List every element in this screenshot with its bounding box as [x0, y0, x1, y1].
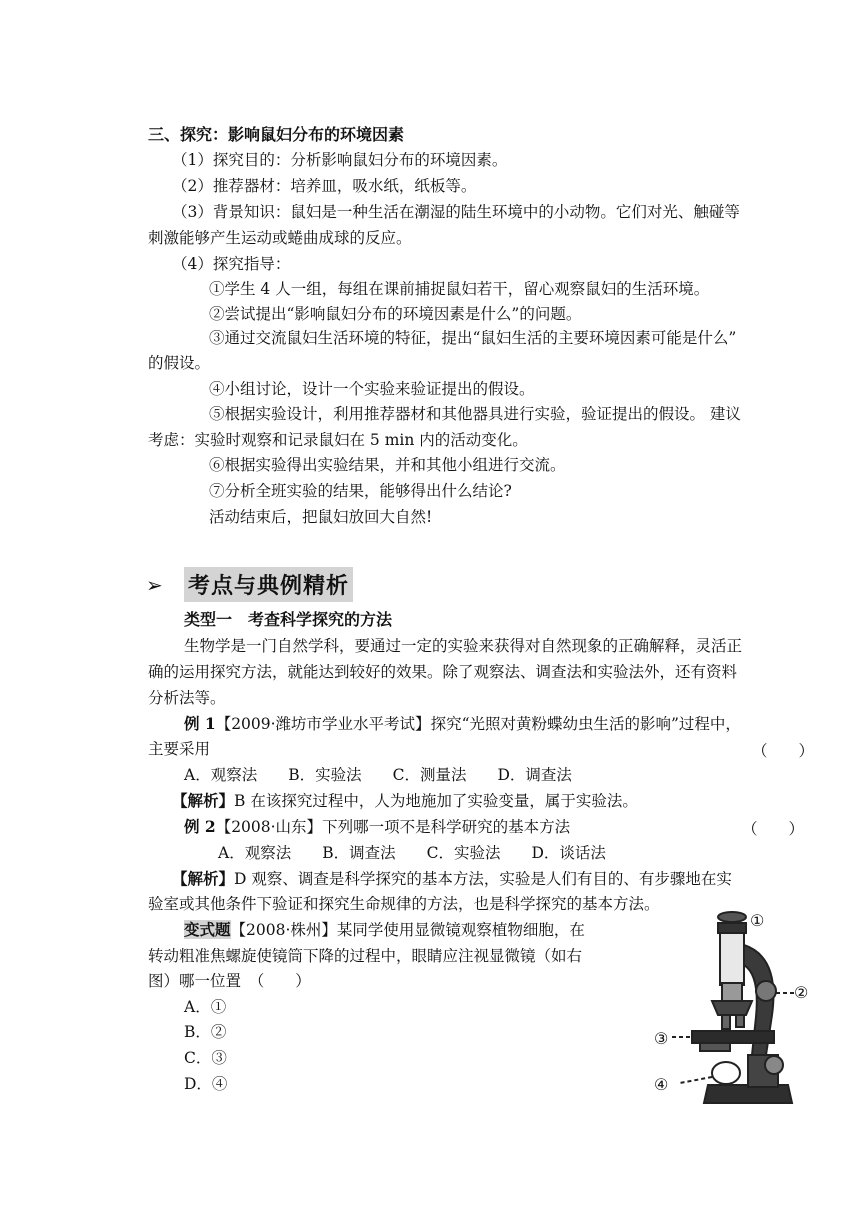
list-item: ⑦分析全班实验的结果，能够得出什么结论? — [209, 482, 512, 500]
variant-label: 变式题 — [184, 920, 231, 939]
options: A．观察法 B．调查法 C．实验法 D．谈话法 — [218, 844, 606, 862]
answer-blank: （ ） — [742, 820, 805, 838]
paragraph: 确的运用探究方法，就能达到较好的效果。除了观察法、调查法和实验法外，还有资料 — [148, 663, 738, 681]
answer-blank: （ ） — [752, 742, 815, 760]
list-item: 的假设。 — [148, 354, 211, 372]
analysis-text: 验室或其他条件下验证和探究生命规律的方法，也是科学探究的基本方法。 — [148, 895, 660, 913]
variant-text: 图）哪一位置 （ ） — [148, 972, 311, 990]
option-b: B．② — [184, 1023, 227, 1041]
example-label: 例 1 — [184, 714, 216, 733]
example-text: 探究“光照对黄粉蝶幼虫生活的影响”过程中， — [430, 715, 741, 733]
variant-text: 某同学使用显微镜观察植物细胞，在 — [336, 921, 585, 939]
analysis — [172, 791, 638, 811]
section-heading — [146, 567, 353, 602]
paragraph: 生物学是一门自然学科，要通过一定的实验来获得对自然现象的正确解释，灵活正 — [184, 637, 743, 655]
marker-4: ④ — [654, 1075, 669, 1094]
marker-3: ③ — [654, 1029, 669, 1048]
microscope-drawing — [648, 905, 818, 1110]
marker-1: ① — [750, 911, 765, 930]
list-item: ①学生 4 人一组，每组在课前捕捉鼠妇若干，留心观察鼠妇的生活环境。 — [209, 280, 710, 298]
analysis-text: B 在该探究过程中，人为地施加了实验变量，属于实验法。 — [234, 792, 638, 810]
option-d: D．④ — [184, 1075, 228, 1093]
option-c: C．③ — [184, 1049, 227, 1067]
variant-text: 转动粗准焦螺旋使镜筒下降的过程中，眼睛应注视显微镜（如右 — [148, 947, 583, 965]
variant-question — [184, 920, 585, 940]
analysis-text: D 观察、调查是科学探究的基本方法，实验是人们有目的、有步骤地在实 — [234, 870, 732, 888]
paragraph: （4）探究指导： — [172, 255, 291, 273]
paragraph: 刺激能够产生运动或蜷曲成球的反应。 — [148, 229, 412, 247]
variant-source: 【2008·株州】 — [230, 921, 337, 939]
list-item: ④小组讨论，设计一个实验来验证提出的假设。 — [209, 380, 535, 398]
example-source: 【2008·山东】 — [215, 818, 323, 836]
paragraph: （1）探究目的：分析影响鼠妇分布的环境因素。 — [172, 151, 508, 169]
type-title: 类型一 考查科学探究的方法 — [184, 610, 393, 629]
analysis — [172, 869, 732, 889]
section-title: 三、探究：影响鼠妇分布的环境因素 — [148, 125, 405, 144]
microscope-figure — [648, 905, 818, 1110]
marker-2: ② — [794, 983, 809, 1002]
example-text: 下列哪一项不是科学研究的基本方法 — [322, 818, 571, 836]
option-a: A．① — [184, 998, 227, 1016]
example-label: 例 2 — [184, 817, 216, 836]
list-item: 活动结束后，把鼠妇放回大自然! — [209, 508, 433, 526]
analysis-label: 【解析】 — [172, 791, 235, 810]
example-text: 主要采用 — [148, 740, 211, 758]
list-item: 考虑：实验时观察和记录鼠妇在 5 min 内的活动变化。 — [148, 431, 528, 449]
paragraph: （3）背景知识：鼠妇是一种生活在潮湿的陆生环境中的小动物。它们对光、触碰等 — [172, 203, 740, 221]
analysis-label: 【解析】 — [172, 869, 235, 888]
paragraph: （2）推荐器材：培养皿，吸水纸，纸板等。 — [172, 177, 477, 195]
example-1-question — [184, 714, 741, 734]
arrow-bullet-icon: ➢ — [146, 572, 163, 597]
list-item: ⑥根据实验得出实验结果，并和其他小组进行交流。 — [209, 456, 566, 474]
list-item: ②尝试提出“影响鼠妇分布的环境因素是什么”的问题。 — [209, 305, 582, 323]
example-2-question — [184, 817, 570, 837]
options: A．观察法 B．实验法 C．测量法 D．调查法 — [184, 766, 572, 784]
heading-label: 考点与典例精析 — [184, 567, 353, 602]
list-item: ③通过交流鼠妇生活环境的特征，提出“鼠妇生活的主要环境因素可能是什么” — [209, 329, 737, 347]
example-source: 【2009·潍坊市学业水平考试】 — [215, 715, 431, 733]
list-item: ⑤根据实验设计，利用推荐器材和其他器具进行实验，验证提出的假设。 建议 — [209, 405, 741, 423]
paragraph: 分析法等。 — [148, 689, 226, 707]
